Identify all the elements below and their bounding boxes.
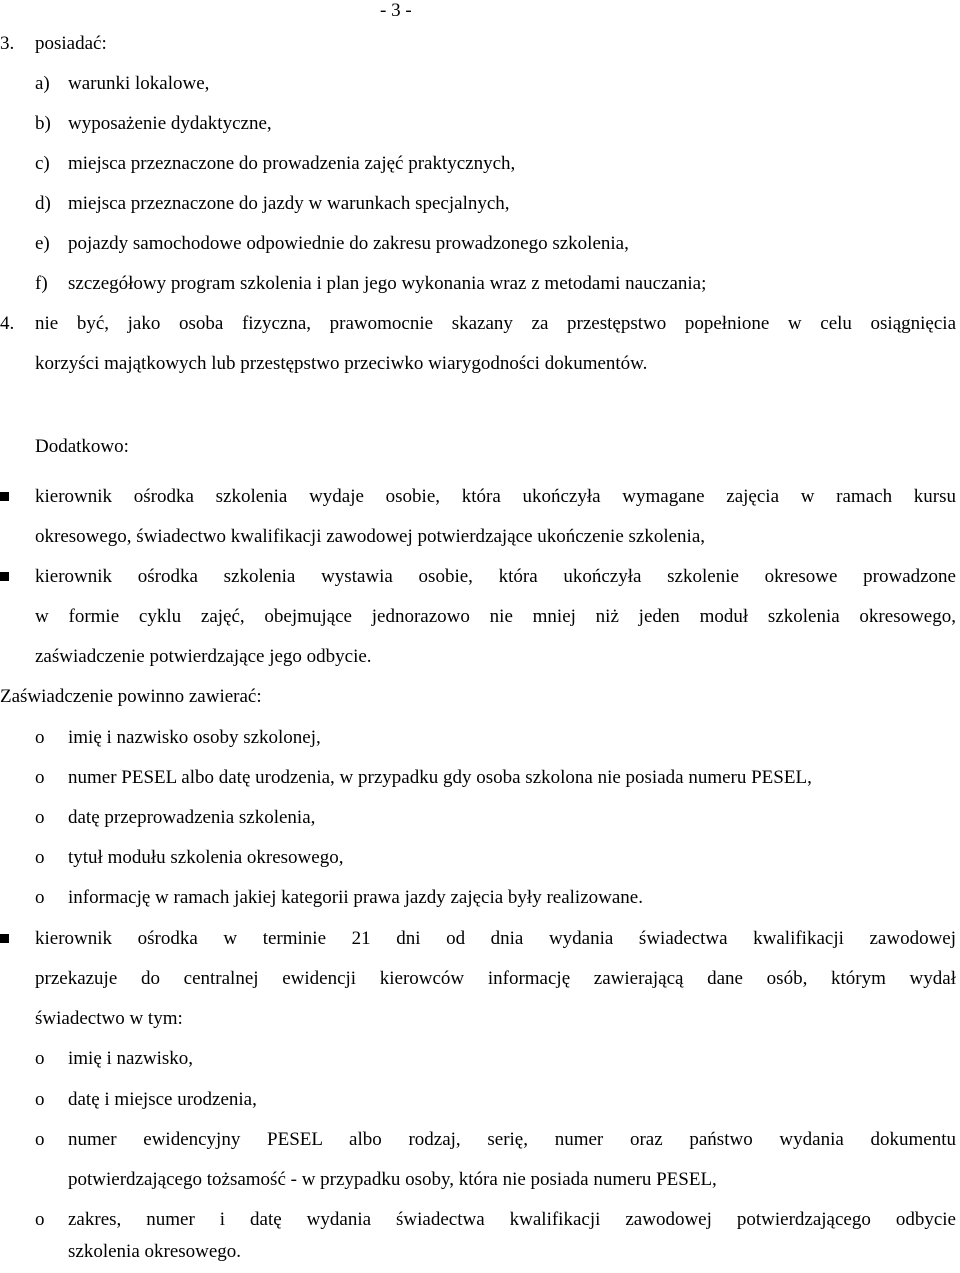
bullet-text-line: zaświadczenie potwierdzające jego odbycie. [35,646,372,667]
registry-item [0,1080,960,1120]
bullet-text-line: kierownik ośrodka szkolenia wystawia osobie, która ukończyła szkolenie okresowe prowadzone [35,566,956,587]
bullet-text-line: kierownik ośrodka szkolenia wydaje osobie, która ukończyła wymagane zajęcia w ramach kursu [35,486,956,507]
bullet-item-2-continuation [0,597,960,637]
circle-bullet-marker: o [35,1209,45,1230]
bullet-item-3-continuation [0,999,960,1039]
registry-item-continuation [0,1160,960,1200]
certificate-item-text: imię i nazwisko osoby szkolonej, [68,727,321,748]
certificate-item-text: tytuł modułu szkolenia okresowego, [68,847,344,868]
sub-item-d [0,184,960,224]
list-marker: 3. [0,33,15,54]
sub-item-text: miejsca przeznaczone do jazdy w warunkach specjalnych, [68,193,510,214]
bullet-text-line: w formie cyklu zajęć, obejmujące jednorazowo nie mniej niż jeden moduł szkolenia okresowego, [35,606,956,627]
circle-bullet-marker: o [35,767,45,788]
bullet-text-line: okresowego, świadectwo kwalifikacji zawodowej potwierdzające ukończenie szkolenia, [35,526,706,547]
list-item-text: posiadać: [35,33,107,54]
sub-item-f [0,264,960,304]
sub-item-text: wyposażenie dydaktyczne, [68,113,272,134]
square-bullet-icon [0,572,9,581]
sub-item-marker: d) [35,193,51,214]
certificate-item [0,878,960,918]
sub-item-text: miejsca przeznaczone do prowadzenia zajęć praktycznych, [68,153,516,174]
sub-item-text: szczegółowy program szkolenia i plan jego wykonania wraz z metodami nauczania; [68,273,707,294]
section-heading-additional [0,427,960,467]
list-marker: 4. [0,313,15,334]
certificate-item [0,718,960,758]
sub-item-text: warunki lokalowe, [68,73,210,94]
sub-item-marker: a) [35,73,50,94]
registry-item [0,1120,960,1160]
circle-bullet-marker: o [35,727,45,748]
section-heading-certificate [0,677,960,717]
heading-text: Zaświadczenie powinno zawierać: [0,686,262,707]
square-bullet-icon [0,934,9,943]
circle-bullet-marker: o [35,1048,45,1069]
registry-item-text-line: zakres, numer i datę wydania świadectwa kwalifikacji zawodowej potwierdzającego odbycie [68,1209,956,1230]
list-item-text-line: nie być, jako osoba fizyczna, prawomocnie skazany za przestępstwo popełnione w celu osiągnięcia [35,313,956,334]
registry-item-continuation [0,1232,960,1272]
bullet-item-2 [0,557,960,597]
bullet-item-3 [0,919,960,959]
certificate-item [0,838,960,878]
bullet-item-1-continuation [0,517,960,557]
circle-bullet-marker: o [35,807,45,828]
registry-item-text-line: numer ewidencyjny PESEL albo rodzaj, serię, numer oraz państwo wydania dokumentu [68,1129,956,1150]
circle-bullet-marker: o [35,887,45,908]
sub-item-a [0,64,960,104]
sub-item-marker: f) [35,273,48,294]
page-number: - 3 - [380,0,412,21]
certificate-item [0,758,960,798]
list-item-3 [0,24,960,64]
certificate-item-text: numer PESEL albo datę urodzenia, w przypadku gdy osoba szkolona nie posiada numeru PESEL, [68,767,812,788]
list-item-4-continuation [0,344,960,384]
sub-item-c [0,144,960,184]
sub-item-b [0,104,960,144]
bullet-item-2-continuation [0,637,960,677]
bullet-item-1 [0,477,960,517]
circle-bullet-marker: o [35,847,45,868]
registry-item-text-line: szkolenia okresowego. [68,1241,242,1262]
sub-item-text: pojazdy samochodowe odpowiednie do zakresu prowadzonego szkolenia, [68,233,629,254]
bullet-text-line: świadectwo w tym: [35,1008,183,1029]
circle-bullet-marker: o [35,1129,45,1150]
certificate-item-text: datę przeprowadzenia szkolenia, [68,807,316,828]
registry-item-text-line: potwierdzającego tożsamość - w przypadku osoby, która nie posiada numeru PESEL, [68,1169,717,1190]
bullet-text-line: kierownik ośrodka w terminie 21 dni od dnia wydania świadectwa kwalifikacji zawodowej [35,928,956,949]
square-bullet-icon [0,492,9,501]
certificate-item [0,798,960,838]
sub-item-marker: c) [35,153,50,174]
circle-bullet-marker: o [35,1089,45,1110]
registry-item-text: imię i nazwisko, [68,1048,194,1069]
registry-item-text: datę i miejsce urodzenia, [68,1089,257,1110]
registry-item [0,1039,960,1079]
bullet-text-line: przekazuje do centralnej ewidencji kierowców informację zawierającą dane osób, którym wydał [35,968,956,989]
sub-item-e [0,224,960,264]
sub-item-marker: e) [35,233,50,254]
list-item-4 [0,304,960,344]
heading-text: Dodatkowo: [35,436,129,457]
certificate-item-text: informację w ramach jakiej kategorii prawa jazdy zajęcia były realizowane. [68,887,643,908]
sub-item-marker: b) [35,113,51,134]
list-item-text-line: korzyści majątkowych lub przestępstwo przeciwko wiarygodności dokumentów. [35,353,648,374]
bullet-item-3-continuation [0,959,960,999]
